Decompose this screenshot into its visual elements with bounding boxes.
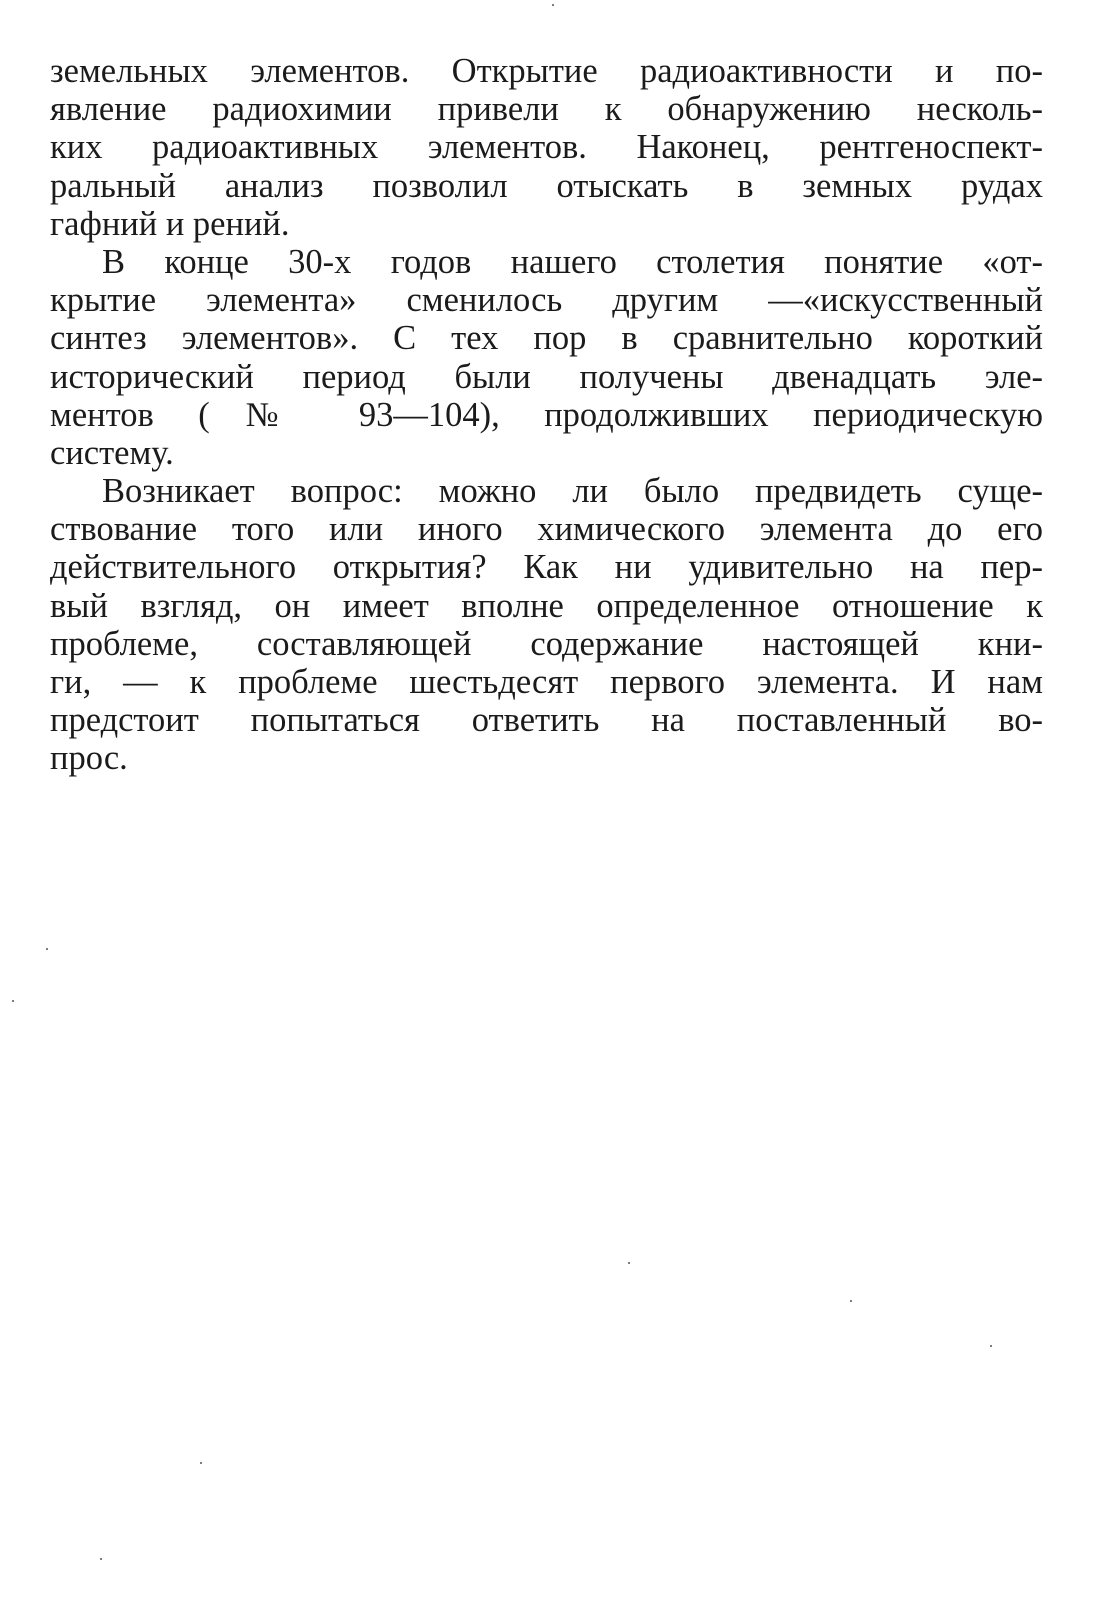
paragraph-3-line-7: предстоит попытаться ответить на поставленный во- xyxy=(50,701,1043,740)
scan-speck xyxy=(628,1262,630,1264)
scan-speck xyxy=(990,1345,992,1347)
page-text xyxy=(50,52,1043,778)
paragraph-2-line-6: систему. xyxy=(50,433,174,472)
paragraph-3-line-2: ствование того или иного химического элемента до его xyxy=(50,510,1043,549)
paragraph-3-line-4: вый взгляд, он имеет вполне определенное отношение к xyxy=(50,586,1043,625)
scan-speck xyxy=(200,1462,202,1464)
paragraph-1-line-3: ких радиоактивных элементов. Наконец, рентгеноспект- xyxy=(50,128,1043,167)
paragraph-3-line-5: проблеме, составляющей содержание настоящей кни- xyxy=(50,624,1043,663)
paragraph-3-line-6: ги, — к проблеме шестьдесят первого элемента. И нам xyxy=(50,663,1043,701)
paragraph-1-line-5: гафний и рений. xyxy=(50,204,290,243)
paragraph-2-line-1: В конце 30-х годов нашего столетия понятие «от- xyxy=(102,242,1043,281)
paragraph-2-line-2: крытие элемента» сменилось другим —«искусственный xyxy=(50,281,1043,320)
paragraph-1-line-4: ральный анализ позволил отыскать в земных рудах xyxy=(50,166,1043,205)
paragraph-2-line-3: синтез элементов». С тех пор в сравнительно короткий xyxy=(50,319,1043,358)
scan-speck xyxy=(46,948,48,950)
paragraph-1-line-2: явление радиохимии привели к обнаружению несколь- xyxy=(50,90,1043,129)
paragraph-3-line-3: действительного открытия? Как ни удивительно на пер- xyxy=(50,548,1043,587)
scan-speck xyxy=(850,1300,852,1302)
paragraph-1-line-1: земельных элементов. Открытие радиоактивности и по- xyxy=(50,52,1043,90)
paragraph-3-line-1: Возникает вопрос: можно ли было предвидеть суще- xyxy=(102,472,1043,511)
scan-speck xyxy=(552,4,554,6)
scan-speck xyxy=(12,1000,14,1002)
scan-speck xyxy=(100,1558,102,1560)
paragraph-2-line-5: ментов (№ 93—104), продолживших периодическую xyxy=(50,395,1043,434)
paragraph-2-line-4: исторический период были получены двенадцать эле- xyxy=(50,357,1043,396)
paragraph-3-line-8: прос. xyxy=(50,739,128,778)
